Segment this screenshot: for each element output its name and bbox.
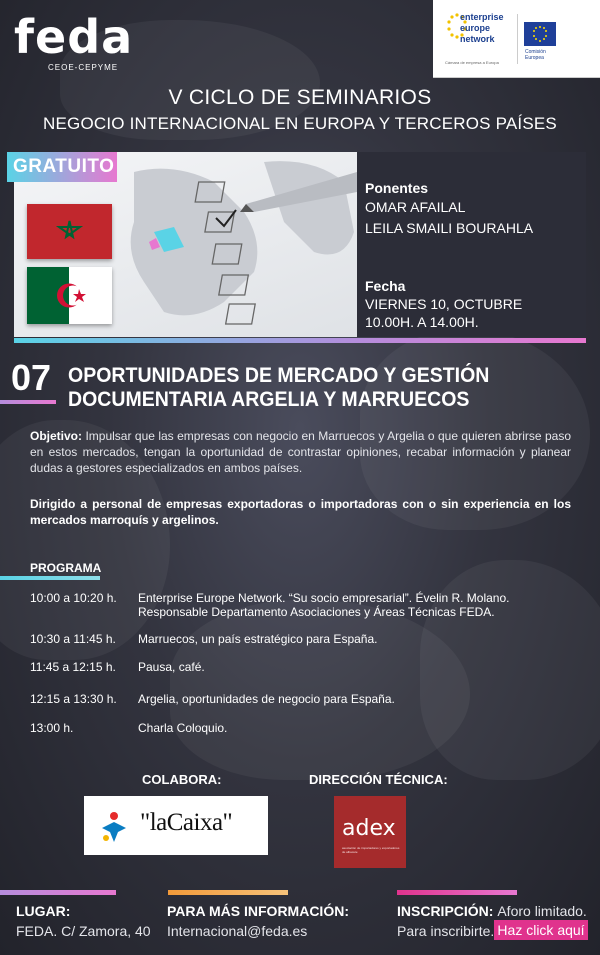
event-time: 10.00H. A 14.00H.: [365, 314, 479, 330]
objective-label: Objetivo:: [30, 429, 83, 443]
program-description: Charla Coloquio.: [138, 721, 228, 735]
register-button[interactable]: Haz click aquí: [494, 920, 588, 940]
page-subtitle: NEGOCIO INTERNACIONAL EN EUROPA Y TERCEROS PAÍSES: [43, 114, 557, 133]
program-heading: PROGRAMA: [30, 561, 102, 575]
lacaixa-logo: [84, 796, 268, 855]
partner-divider: [517, 14, 518, 64]
partner-logos: [433, 0, 600, 78]
program-time: 10:00 a 10:20 h.: [30, 591, 117, 605]
inscripcion-note: Aforo limitado.: [497, 903, 587, 919]
program-description: Argelia, oportunidades de negocio para España.: [138, 692, 395, 706]
gratuito-badge: GRATUITO: [7, 152, 117, 182]
program-time: 10:30 a 11:45 h.: [30, 632, 116, 646]
morocco-flag-icon: [27, 204, 112, 259]
program-time: 11:45 a 12:15 h.: [30, 660, 116, 674]
een-name: enterprise europe network: [460, 12, 504, 44]
session-title: [68, 364, 552, 412]
lugar-text: FEDA. C/ Zamora, 40: [16, 923, 151, 939]
inscripcion-label-text: INSCRIPCIÓN:: [397, 903, 494, 919]
inscripcion-label: [397, 903, 587, 919]
feda-logo-sub: CEOE-CEPYME: [48, 63, 119, 72]
program-time: 13:00 h.: [30, 721, 74, 735]
hero-divider: [14, 338, 586, 343]
date-label: Fecha: [365, 278, 406, 294]
page-title: V CICLO DE SEMINARIOS: [168, 86, 432, 109]
objective-paragraph: [30, 428, 571, 476]
speakers-label: Ponentes: [365, 180, 429, 196]
program-description: Pausa, café.: [138, 660, 205, 674]
program-description: Marruecos, un país estratégico para España.: [138, 632, 378, 646]
direccion-label: DIRECCIÓN TÉCNICA:: [309, 772, 448, 787]
ec-label: Comisión Europea: [525, 49, 546, 61]
program-underline: [0, 576, 100, 580]
session-number-underline: [0, 400, 56, 404]
adex-sub: asociación de importadores y exportadores de albacete: [342, 846, 400, 854]
session-title-line: DOCUMENTARIA ARGELIA Y MARRUECOS: [68, 388, 470, 411]
algeria-flag-icon: [27, 267, 112, 324]
speaker-name: OMAR AFAILAL: [365, 199, 466, 215]
info-email-link[interactable]: Internacional@feda.es: [167, 923, 308, 939]
footer-rule: [0, 890, 116, 895]
eu-flag-icon: [524, 22, 556, 46]
audience-paragraph: Dirigido a personal de empresas exportadoras o importadoras con o sin experiencia en los mercados marroquís y argelinos.: [30, 497, 571, 527]
footer-rule: [168, 890, 288, 895]
adex-name: adex: [342, 816, 396, 841]
program-time: 12:15 a 13:30 h.: [30, 692, 117, 706]
inscripcion-text: Para inscribirte.: [397, 923, 495, 939]
session-title-line: OPORTUNIDADES DE MERCADO Y GESTIÓN: [68, 364, 490, 387]
lugar-label: LUGAR:: [16, 903, 71, 919]
event-date: VIERNES 10, OCTUBRE: [365, 296, 523, 312]
colabora-label: COLABORA:: [142, 772, 222, 787]
lacaixa-name: "laCaixa": [140, 809, 233, 836]
session-number: 07: [11, 357, 52, 398]
program-line: Responsable Departamento Asociaciones y Áreas Técnicas FEDA.: [138, 605, 495, 619]
footer-rule: [397, 890, 517, 895]
program-description: [138, 591, 578, 619]
program-line: Enterprise Europe Network. “Su socio empresarial”. Évelin R. Molano.: [138, 591, 510, 605]
speaker-name: LEILA SMAILI BOURAHLA: [365, 220, 534, 236]
feda-logo: feda: [14, 10, 134, 64]
adex-logo: [334, 796, 406, 868]
een-tagline: Cámara de empresa a Europa: [445, 60, 499, 65]
lacaixa-star-icon: [96, 808, 132, 844]
info-label: PARA MÁS INFORMACIÓN:: [167, 903, 349, 919]
objective-text: Impulsar que las empresas con negocio en Marruecos y Argelia o que quieren abrirse paso en estos mercados, tengan la oportunidad de contrastar opiniones, recabar información y planear dudas a gestores especializados en ambos países.: [30, 429, 571, 475]
